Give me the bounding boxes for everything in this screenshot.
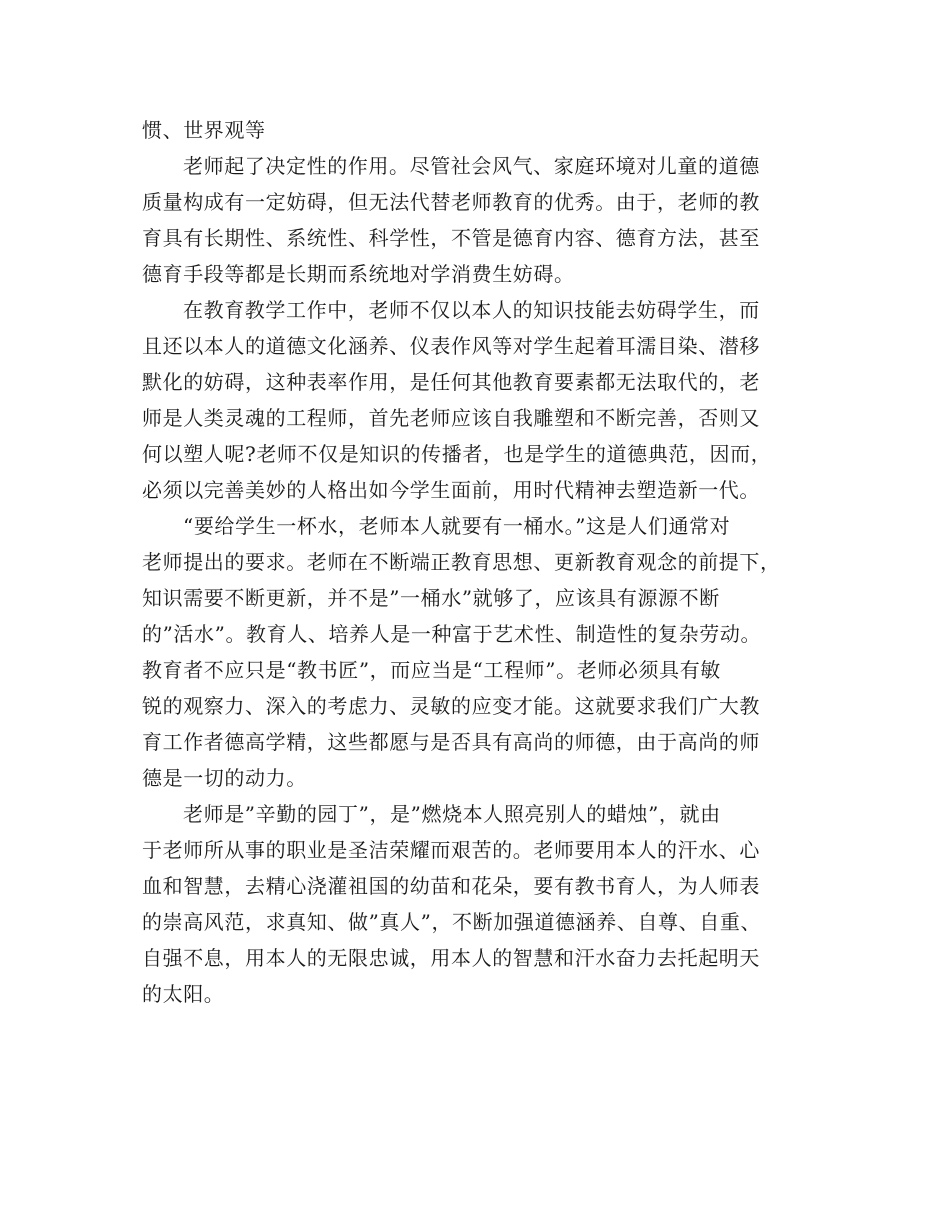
- text-line: 质量构成有一定妨碍，但无法代替老师教育的优秀。由于，老师的教: [142, 190, 760, 214]
- text-line: 知识需要不断更新，并不是”一桶水”就够了，应该具有源源不断: [142, 586, 720, 610]
- text-line: 德育手段等都是长期而系统地对学消费生妨碍。: [142, 262, 575, 286]
- text-line: 必须以完善美妙的人格出如今学生面前，用时代精神去塑造新一代。: [142, 478, 760, 502]
- text-line: 锐的观察力、深入的考虑力、灵敏的应变才能。这就要求我们广大教: [142, 694, 760, 718]
- text-line: 默化的妨碍，这种表率作用，是任何其他教育要素都无法取代的，老: [142, 370, 760, 394]
- text-line: 育工作者德高学精，这些都愿与是否具有高尚的师德，由于高尚的师: [142, 730, 760, 754]
- text-line: 何以塑人呢?老师不仅是知识的传播者，也是学生的道德典范，因而，: [142, 442, 772, 466]
- paragraph-first-line: 老师起了决定性的作用。尽管社会风气、家庭环境对儿童的道德: [183, 154, 760, 178]
- text-line: 于老师所从事的职业是圣洁荣耀而艰苦的。老师要用本人的汗水、心: [142, 838, 760, 862]
- text-line: 自强不息，用本人的无限忠诚，用本人的智慧和汗水奋力去托起明天: [142, 946, 760, 970]
- text-line: 惯、世界观等: [142, 118, 266, 142]
- text-line: 血和智慧，去精心浇灌祖国的幼苗和花朵，要有教书育人，为人师表: [142, 874, 760, 898]
- text-line: 师是人类灵魂的工程师，首先老师应该自我雕塑和不断完善，否则又: [142, 406, 760, 430]
- text-line: 育具有长期性、系统性、科学性，不管是德育内容、德育方法，甚至: [142, 226, 760, 250]
- text-line: 老师提出的要求。老师在不断端正教育思想、更新教育观念的前提下，: [142, 550, 781, 574]
- text-line: 的太阳。: [142, 982, 225, 1006]
- text-line: 德是一切的动力。: [142, 766, 307, 790]
- text-line: 教育者不应只是“教书匠”，而应当是“工程师”。老师必须具有敏: [142, 658, 721, 682]
- text-line: 的崇高风范，求真知、做”真人”，不断加强道德涵养、自尊、自重、: [142, 910, 762, 934]
- text-line: 的”活水”。教育人、培养人是一种富于艺术性、制造性的复杂劳动。: [142, 622, 762, 646]
- paragraph-first-line: “要给学生一杯水，老师本人就要有一桶水。”这是人们通常对: [183, 514, 731, 538]
- text-line: 且还以本人的道德文化涵养、仪表作风等对学生起着耳濡目染、潜移: [142, 334, 760, 358]
- paragraph-first-line: 在教育教学工作中，老师不仅以本人的知识技能去妨碍学生，而: [183, 298, 760, 322]
- paragraph-first-line: 老师是”辛勤的园丁”，是”燃烧本人照亮别人的蜡烛”，就由: [183, 802, 721, 826]
